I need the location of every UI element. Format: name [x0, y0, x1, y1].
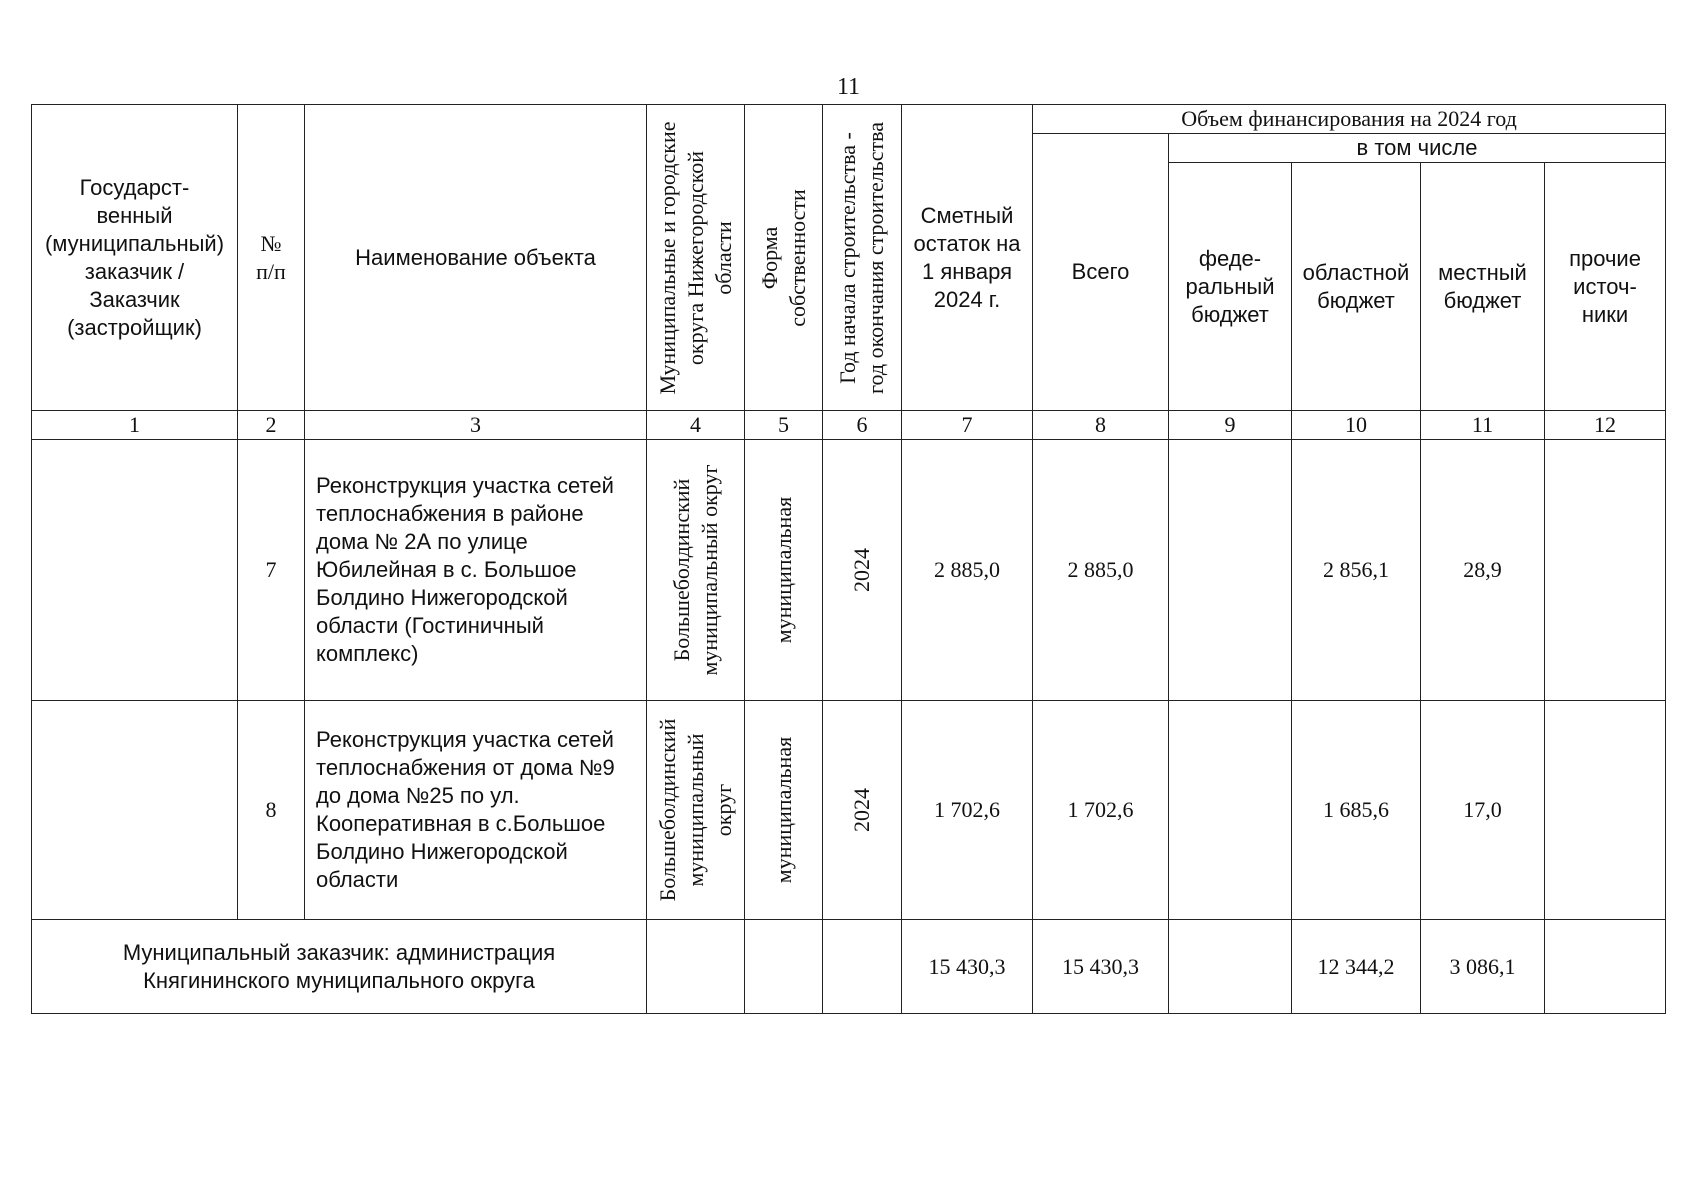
- row-number: 8: [238, 701, 305, 920]
- header-customer-line: венный: [96, 202, 173, 228]
- header-estimate-line: остаток на: [913, 230, 1021, 256]
- header-number: [238, 105, 305, 411]
- row-regional: 2 856,1: [1292, 440, 1421, 701]
- header-estimate-line: 2024 г.: [933, 286, 1001, 312]
- column-number: 7: [902, 411, 1033, 440]
- row-estimate: 1 702,6: [902, 701, 1033, 920]
- column-number: 8: [1033, 411, 1169, 440]
- row-total: 1 702,6: [1033, 701, 1169, 920]
- row-federal: [1169, 701, 1292, 920]
- header-local-line: бюджет: [1443, 287, 1522, 313]
- total-row-label: [32, 920, 647, 1014]
- row-district-text: [668, 464, 724, 675]
- header-years: [823, 105, 902, 411]
- row-federal: [1169, 440, 1292, 701]
- row-district-text: [654, 719, 738, 902]
- header-regional-line: бюджет: [1317, 287, 1395, 313]
- header-years-line: Год начала строительства -: [835, 131, 860, 384]
- header-customer-line: (застройщик): [67, 314, 202, 340]
- column-number: 4: [647, 411, 745, 440]
- row-object-name-line: Кооперативная в с.Большое: [316, 811, 606, 836]
- header-years-line: год окончания строительства: [863, 121, 888, 394]
- total-years: [823, 920, 902, 1014]
- header-federal: [1169, 163, 1292, 411]
- header-district-line: области: [710, 220, 736, 295]
- header-customer: [32, 105, 238, 411]
- row-object-name-line: теплоснабжения от дома №9: [316, 755, 615, 780]
- total-estimate: 15 430,3: [902, 920, 1033, 1014]
- row-district-line: округ: [710, 783, 736, 837]
- header-district-text: [654, 121, 738, 394]
- row-regional: 1 685,6: [1292, 701, 1421, 920]
- total-row-label-line: Муниципальный заказчик: администрация: [122, 939, 556, 965]
- header-total: Всего: [1033, 134, 1169, 411]
- header-federal-line: феде-: [1198, 245, 1262, 271]
- header-ownership-text: [756, 189, 812, 327]
- header-number-line: №: [260, 230, 282, 256]
- header-including: в том числе: [1169, 134, 1666, 163]
- row-customer: [32, 440, 238, 701]
- row-object-name-line: комплекс): [316, 641, 419, 666]
- row-object-name-line: Болдино Нижегородской: [316, 585, 568, 610]
- header-estimate-line: Сметный: [920, 202, 1014, 228]
- row-estimate: 2 885,0: [902, 440, 1033, 701]
- total-total: 15 430,3: [1033, 920, 1169, 1014]
- row-years-text: 2024: [849, 548, 874, 592]
- row-object-name-line: области (Гостиничный: [316, 613, 544, 638]
- row-object-name: [305, 701, 647, 920]
- total-other: [1545, 920, 1666, 1014]
- header-customer-line: (муниципальный): [44, 230, 225, 256]
- row-district: [647, 440, 745, 701]
- header-district-line: округа Нижегородской: [682, 150, 708, 365]
- table-row: [32, 440, 1666, 701]
- header-number-line: п/п: [256, 258, 286, 284]
- header-ownership-line: Форма: [756, 226, 782, 289]
- header-district-line: Муниципальные и городские: [654, 121, 680, 394]
- header-ownership-line: собственности: [784, 188, 810, 327]
- column-number-row: [32, 411, 1666, 440]
- header-district: [647, 105, 745, 411]
- row-object-name-line: Болдино Нижегородской: [316, 839, 568, 864]
- header-other-line: прочие: [1569, 245, 1641, 271]
- column-number: 6: [823, 411, 902, 440]
- row-district-line: Большеболдинский: [654, 718, 680, 902]
- row-ownership-text: муниципальная: [770, 496, 796, 644]
- row-years-text: 2024: [849, 788, 874, 832]
- row-ownership-text: муниципальная: [770, 736, 796, 884]
- header-local-line: местный: [1438, 259, 1527, 285]
- row-local: 17,0: [1421, 701, 1545, 920]
- header-other-line: источ-: [1573, 273, 1637, 299]
- total-federal: [1169, 920, 1292, 1014]
- header-object-name: Наименование объекта: [305, 105, 647, 411]
- total-regional: 12 344,2: [1292, 920, 1421, 1014]
- row-other: [1545, 701, 1666, 920]
- header-years-text: [834, 122, 890, 394]
- row-object-name-line: теплоснабжения в районе: [316, 501, 584, 526]
- row-number: 7: [238, 440, 305, 701]
- row-ownership: [745, 440, 823, 701]
- row-district-line: Большеболдинский: [668, 478, 694, 662]
- row-object-name-line: до дома №25 по ул.: [316, 783, 520, 808]
- total-local: 3 086,1: [1421, 920, 1545, 1014]
- header-federal-line: бюджет: [1191, 301, 1269, 327]
- row-object-name-line: дома № 2А по улице: [316, 529, 528, 554]
- header-estimate-line: 1 января: [922, 258, 1012, 284]
- row-local: 28,9: [1421, 440, 1545, 701]
- header-estimate: [902, 105, 1033, 411]
- header-other: [1545, 163, 1666, 411]
- header-regional: [1292, 163, 1421, 411]
- row-years: [823, 701, 902, 920]
- total-row-label-line: Княгининского муниципального округа: [143, 967, 535, 993]
- row-customer: [32, 701, 238, 920]
- page-number: 11: [836, 74, 861, 100]
- row-object-name-line: Реконструкция участка сетей: [316, 473, 614, 498]
- financing-table: [31, 104, 1666, 1014]
- column-number: 5: [745, 411, 823, 440]
- row-district: [647, 701, 745, 920]
- row-district-line: муниципальный округ: [696, 464, 722, 676]
- row-object-name-line: Реконструкция участка сетей: [316, 727, 614, 752]
- header-local: [1421, 163, 1545, 411]
- header-funding-title: Объем финансирования на 2024 год: [1033, 105, 1666, 134]
- column-number: 10: [1292, 411, 1421, 440]
- total-ownership: [745, 920, 823, 1014]
- column-number: 1: [32, 411, 238, 440]
- row-total: 2 885,0: [1033, 440, 1169, 701]
- column-number: 9: [1169, 411, 1292, 440]
- table-row: [32, 701, 1666, 920]
- header-ownership: [745, 105, 823, 411]
- row-object-name: [305, 440, 647, 701]
- column-number: 11: [1421, 411, 1545, 440]
- total-district: [647, 920, 745, 1014]
- row-object-name-line: Юбилейная в с. Большое: [316, 557, 577, 582]
- column-number: 3: [305, 411, 647, 440]
- row-ownership: [745, 701, 823, 920]
- total-row: [32, 920, 1666, 1014]
- column-number: 12: [1545, 411, 1666, 440]
- column-number: 2: [238, 411, 305, 440]
- row-years: [823, 440, 902, 701]
- row-district-line: муниципальный: [682, 733, 708, 887]
- header-customer-line: заказчик /: [84, 258, 185, 284]
- header-federal-line: ральный: [1185, 273, 1275, 299]
- header-regional-line: областной: [1302, 259, 1410, 285]
- header-customer-line: Государст-: [79, 174, 190, 200]
- header-customer-line: Заказчик: [89, 286, 180, 312]
- row-object-name-line: области: [316, 867, 399, 892]
- row-other: [1545, 440, 1666, 701]
- header-other-line: ники: [1581, 301, 1629, 327]
